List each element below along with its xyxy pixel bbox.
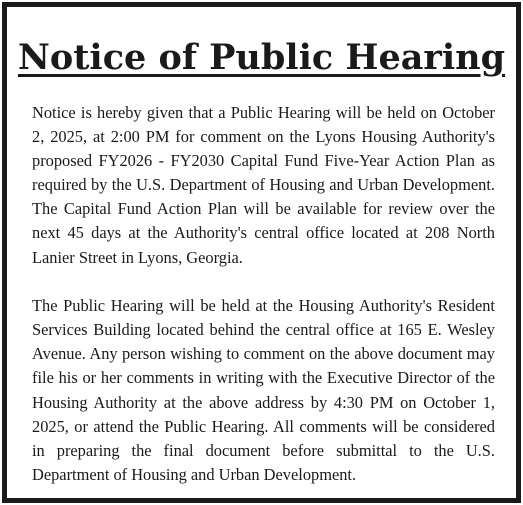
notice-title: Notice of Public Hearing [17, 37, 506, 78]
notice-body [32, 101, 495, 487]
notice-paragraph-hearing-location: The Public Hearing will be held at the Housing Authority's Resident Services Building located behind the central office at 165 E. Wesley Avenue. Any person wishing to comment on the above document may file his or her comments in writing with the Executive Director of the Housing Authority at the above address by 4:30 PM on October 1, 2025, or attend the Public Hearing. All comments will be considered in preparing the final document before submittal to the U.S. Department of Housing and Urban Development. [32, 296, 495, 484]
notice-paragraph-hearing-date: Notice is hereby given that a Public Hearing will be held on October 2, 2025, at 2:00 PM for comment on the Lyons Housing Authority's proposed FY2026 - FY2030 Capital Fund Five-Year Action Plan as required by the U.S. Department of Housing and Urban Development. The Capital Fund Action Plan will be available for review over the next 45 days at the Authority's central office located at 208 North Lanier Street in Lyons, Georgia. [32, 103, 495, 267]
notice-border [2, 2, 521, 503]
